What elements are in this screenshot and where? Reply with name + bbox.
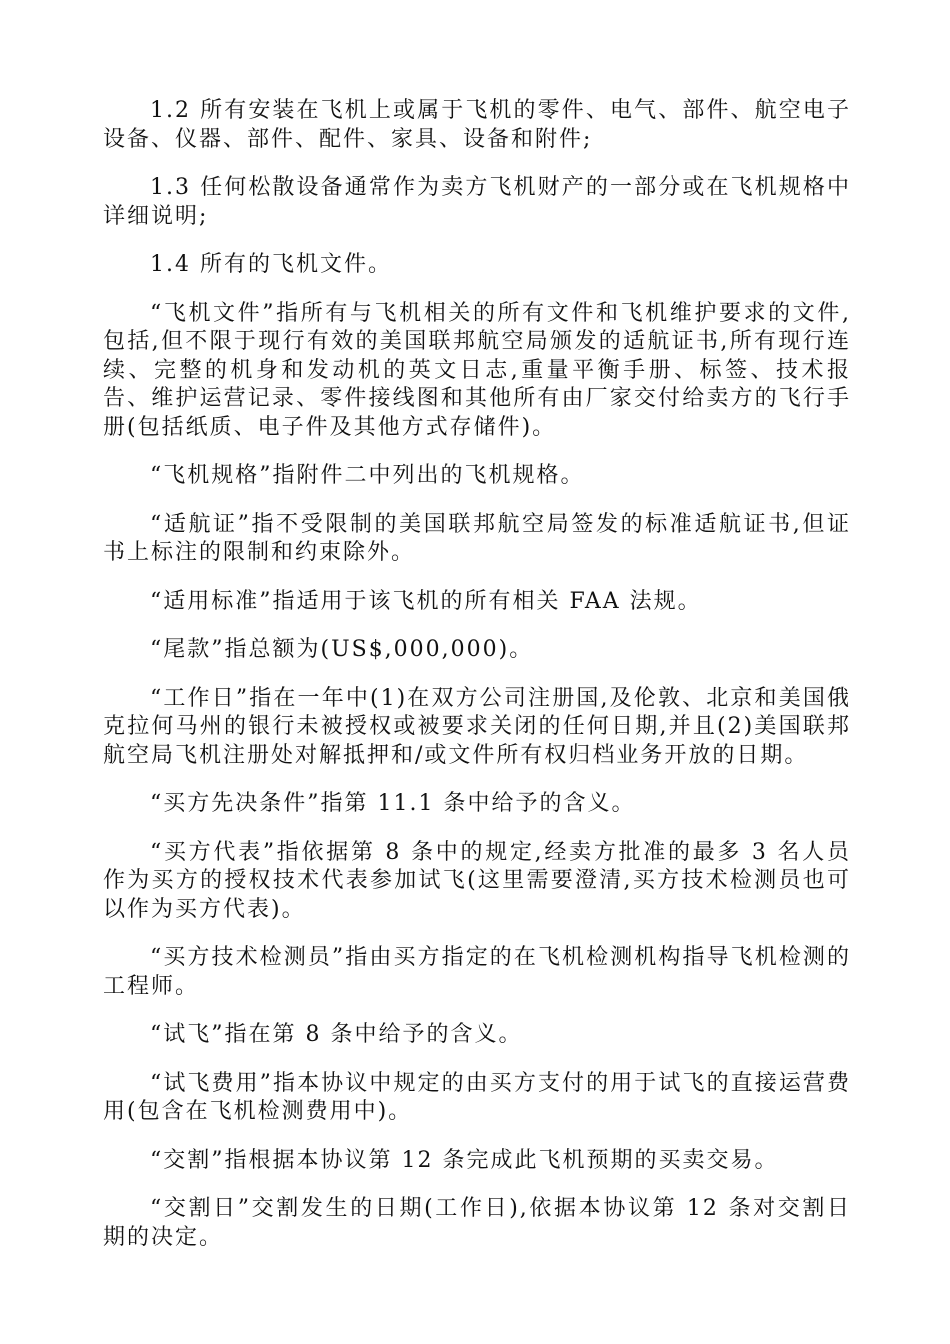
definition-buyer-representative: “买方代表”指依据第 8 条中的规定,经卖方批准的最多 3 名人员作为买方的授权技术代表参加试飞(这里需要澄清,买方技术检测员也可以作为买方代表)。 (103, 839, 851, 922)
definition-closing-date: “交割日”交割发生的日期(工作日),依据本协议第 12 条对交割日期的决定。 (103, 1196, 851, 1250)
definition-buyer-technical-inspector: “买方技术检测员”指由买方指定的在飞机检测机构指导飞机检测的工程师。 (103, 945, 851, 999)
document-body (103, 97, 851, 1272)
definition-airworthiness-certificate: “适航证”指不受限制的美国联邦航空局签发的标准适航证书,但证书上标注的限制和约束除外。 (103, 511, 851, 565)
definition-aircraft-specification: “飞机规格”指附件二中列出的飞机规格。 (150, 463, 585, 488)
clause-1-3: 1.3 任何松散设备通常作为卖方飞机财产的一部分或在飞机规格中详细说明; (103, 175, 851, 229)
definition-closing: “交割”指根据本协议第 12 条完成此飞机预期的买卖交易。 (150, 1147, 779, 1173)
clause-1-2: 1.2 所有安装在飞机上或属于飞机的零件、电气、部件、航空电子设备、仪器、部件、配件、家具、设备和附件; (103, 98, 851, 152)
definition-test-flight-cost: “试飞费用”指本协议中规定的由买方支付的用于试飞的直接运营费用(包含在飞机检测费用中)。 (103, 1070, 851, 1124)
definition-final-payment: “尾款”指总额为(US$,000,000)。 (150, 637, 534, 662)
definition-buyer-conditions-precedent: “买方先决条件”指第 11.1 条中给予的含义。 (150, 791, 636, 816)
definition-applicable-standards: “适用标准”指适用于该飞机的所有相关 FAA 法规。 (150, 588, 702, 614)
definition-business-day: “工作日”指在一年中(1)在双方公司注册国,及伦敦、北京和美国俄克拉何马州的银行未被授权或被要求关闭的任何日期,并且(2)美国联邦航空局飞机注册处对解抵押和/或文件所有权归档业务开放的日期。 (103, 685, 851, 768)
definition-test-flight: “试飞”指在第 8 条中给予的含义。 (150, 1022, 523, 1047)
clause-1-4: 1.4 所有的飞机文件。 (150, 252, 392, 277)
definition-aircraft-documents: “飞机文件”指所有与飞机相关的所有文件和飞机维护要求的文件,包括,但不限于现行有效的美国联邦航空局颁发的适航证书,所有现行连续、完整的机身和发动机的英文日志,重量平衡手册、标签、技术报告、维护运营记录、零件接线图和其他所有由厂家交付给卖方的飞行手册(包括纸质、电子件及其他方式存储件)。 (103, 300, 851, 440)
